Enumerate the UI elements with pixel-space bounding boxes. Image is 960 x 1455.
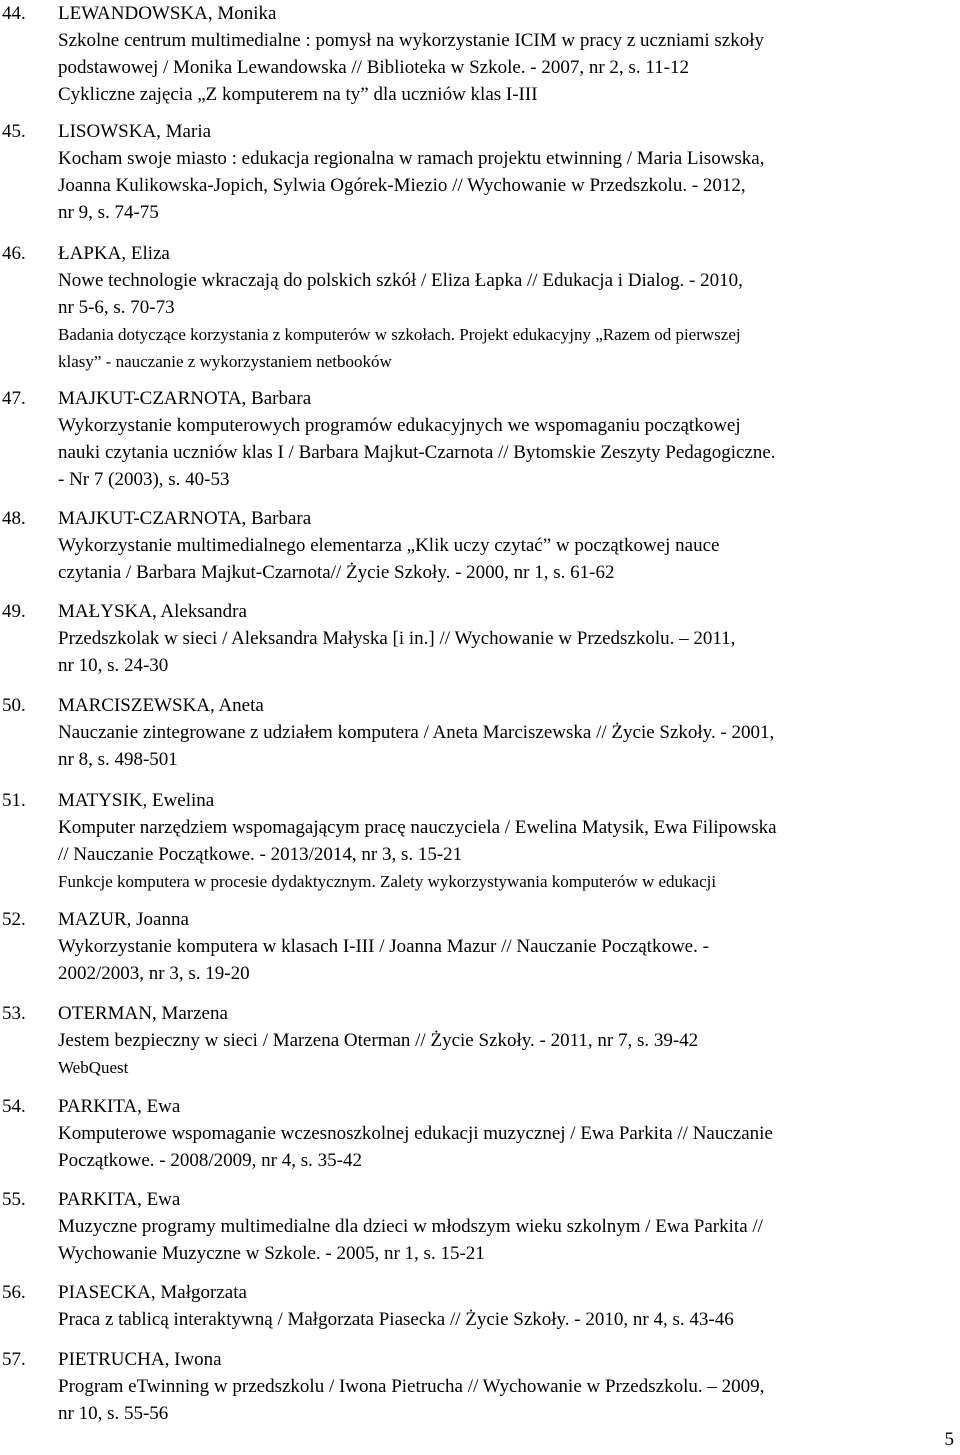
entry-annotation: WebQuest <box>58 1058 129 1077</box>
entry-citation-line: Przedszkolak w sieci / Aleksandra Małyska [i in.] // Wychowanie w Przedszkolu. – 2011, <box>58 628 736 649</box>
entry-citation-line: Nowe technologie wkraczają do polskich szkół / Eliza Łapka // Edukacja i Dialog. - 2010, <box>58 270 743 291</box>
entry-annotation: Funkcje komputera w procesie dydaktycznym. Zalety wykorzystywania komputerów w edukacji <box>58 872 717 891</box>
entry-author: LISOWSKA, Maria <box>58 121 212 142</box>
entry-citation-line: nr 9, s. 74-75 <box>58 202 159 223</box>
entry-body <box>58 1093 958 1174</box>
entry-number: 47. <box>2 388 26 409</box>
entry-citation-line: podstawowej / Monika Lewandowska // Biblioteka w Szkole. - 2007, nr 2, s. 11-12 <box>58 57 689 78</box>
entry-author: PIETRUCHA, Iwona <box>58 1349 222 1370</box>
entry-citation-line: Nauczanie zintegrowane z udziałem komputera / Aneta Marciszewska // Życie Szkoły. - 2001, <box>58 722 775 743</box>
entry-author: MAJKUT-CZARNOTA, Barbara <box>58 388 312 409</box>
entry-author: MAŁYSKA, Aleksandra <box>58 601 247 622</box>
entry-citation-line: Wykorzystanie komputera w klasach I-III / Joanna Mazur // Nauczanie Początkowe. - <box>58 936 709 957</box>
entry-author: MAJKUT-CZARNOTA, Barbara <box>58 508 312 529</box>
entry-body <box>58 787 958 895</box>
entry-citation-line: nr 5-6, s. 70-73 <box>58 297 175 318</box>
entry-body <box>58 118 958 226</box>
entry-citation-line: czytania / Barbara Majkut-Czarnota// Życie Szkoły. - 2000, nr 1, s. 61-62 <box>58 562 615 583</box>
entry-body <box>58 1346 958 1427</box>
entry-citation-line: 2002/2003, nr 3, s. 19-20 <box>58 963 250 984</box>
entry-number: 57. <box>2 1349 26 1370</box>
entry-number: 51. <box>2 790 26 811</box>
entry-citation-line: Cykliczne zajęcia „Z komputerem na ty” dla uczniów klas I-III <box>58 84 538 105</box>
entry-body <box>58 1000 958 1081</box>
entry-body <box>58 385 958 493</box>
entry-citation-line: Wykorzystanie multimedialnego elementarza „Klik uczy czytać” w początkowej nauce <box>58 535 720 556</box>
entry-number: 50. <box>2 695 26 716</box>
entry-citation-line: - Nr 7 (2003), s. 40-53 <box>58 469 230 490</box>
entry-number: 56. <box>2 1282 26 1303</box>
entry-body <box>58 505 958 586</box>
entry-body <box>58 692 958 773</box>
entry-citation-line: // Nauczanie Początkowe. - 2013/2014, nr 3, s. 15-21 <box>58 844 463 865</box>
entry-citation-line: Program eTwinning w przedszkolu / Iwona Pietrucha // Wychowanie w Przedszkolu. – 2009, <box>58 1376 765 1397</box>
entry-number: 44. <box>2 3 26 24</box>
entry-body <box>58 1186 958 1267</box>
entry-citation-line: Wychowanie Muzyczne w Szkole. - 2005, nr 1, s. 15-21 <box>58 1243 485 1264</box>
entry-citation-line: Początkowe. - 2008/2009, nr 4, s. 35-42 <box>58 1150 362 1171</box>
entry-citation-line: Wykorzystanie komputerowych programów edukacyjnych we wspomaganiu początkowej <box>58 415 741 436</box>
entry-citation-line: nr 10, s. 24-30 <box>58 655 169 676</box>
entry-author: PIASECKA, Małgorzata <box>58 1282 247 1303</box>
entry-author: MATYSIK, Ewelina <box>58 790 215 811</box>
entry-number: 52. <box>2 909 26 930</box>
entry-number: 46. <box>2 243 26 264</box>
entry-citation-line: nr 8, s. 498-501 <box>58 749 178 770</box>
entry-number: 49. <box>2 601 26 622</box>
entry-author: ŁAPKA, Eliza <box>58 243 170 264</box>
entry-author: MARCISZEWSKA, Aneta <box>58 695 264 716</box>
entry-author: PARKITA, Ewa <box>58 1096 181 1117</box>
entry-citation-line: Muzyczne programy multimedialne dla dzieci w młodszym wieku szkolnym / Ewa Parkita // <box>58 1216 763 1237</box>
entry-citation-line: Jestem bezpieczny w sieci / Marzena Oterman // Życie Szkoły. - 2011, nr 7, s. 39-42 <box>58 1030 699 1051</box>
entry-body <box>58 240 958 375</box>
entry-body <box>58 1279 958 1333</box>
entry-citation-line: Komputerowe wspomaganie wczesnoszkolnej edukacji muzycznej / Ewa Parkita // Nauczanie <box>58 1123 773 1144</box>
entry-body <box>58 906 958 987</box>
entry-annotation: klasy” - nauczanie z wykorzystaniem netbooków <box>58 352 392 371</box>
entry-citation-line: Kocham swoje miasto : edukacja regionalna w ramach projektu etwinning / Maria Lisowska, <box>58 148 765 169</box>
entry-citation-line: nr 10, s. 55-56 <box>58 1403 169 1424</box>
entry-author: OTERMAN, Marzena <box>58 1003 228 1024</box>
entry-author: LEWANDOWSKA, Monika <box>58 3 277 24</box>
entry-number: 45. <box>2 121 26 142</box>
entry-body <box>58 598 958 679</box>
entry-number: 53. <box>2 1003 26 1024</box>
entry-number: 55. <box>2 1189 26 1210</box>
entry-body <box>58 0 958 108</box>
entry-citation-line: Praca z tablicą interaktywną / Małgorzata Piasecka // Życie Szkoły. - 2010, nr 4, s. 43-46 <box>58 1309 734 1330</box>
entry-citation-line: Joanna Kulikowska-Jopich, Sylwia Ogórek-Miezio // Wychowanie w Przedszkolu. - 2012, <box>58 175 746 196</box>
entry-author: MAZUR, Joanna <box>58 909 189 930</box>
entry-citation-line: Szkolne centrum multimedialne : pomysł na wykorzystanie ICIM w pracy z uczniami szkoły <box>58 30 764 51</box>
entry-annotation: Badania dotyczące korzystania z komputerów w szkołach. Projekt edukacyjny „Razem od pierwszej <box>58 325 741 344</box>
entry-citation-line: Komputer narzędziem wspomagającym pracę nauczyciela / Ewelina Matysik, Ewa Filipowska <box>58 817 777 838</box>
entry-citation-line: nauki czytania uczniów klas I / Barbara Majkut-Czarnota // Bytomskie Zeszyty Pedagogiczne. <box>58 442 776 463</box>
entry-author: PARKITA, Ewa <box>58 1189 181 1210</box>
entry-number: 54. <box>2 1096 26 1117</box>
entry-number: 48. <box>2 508 26 529</box>
page-number: 5 <box>944 1429 954 1450</box>
